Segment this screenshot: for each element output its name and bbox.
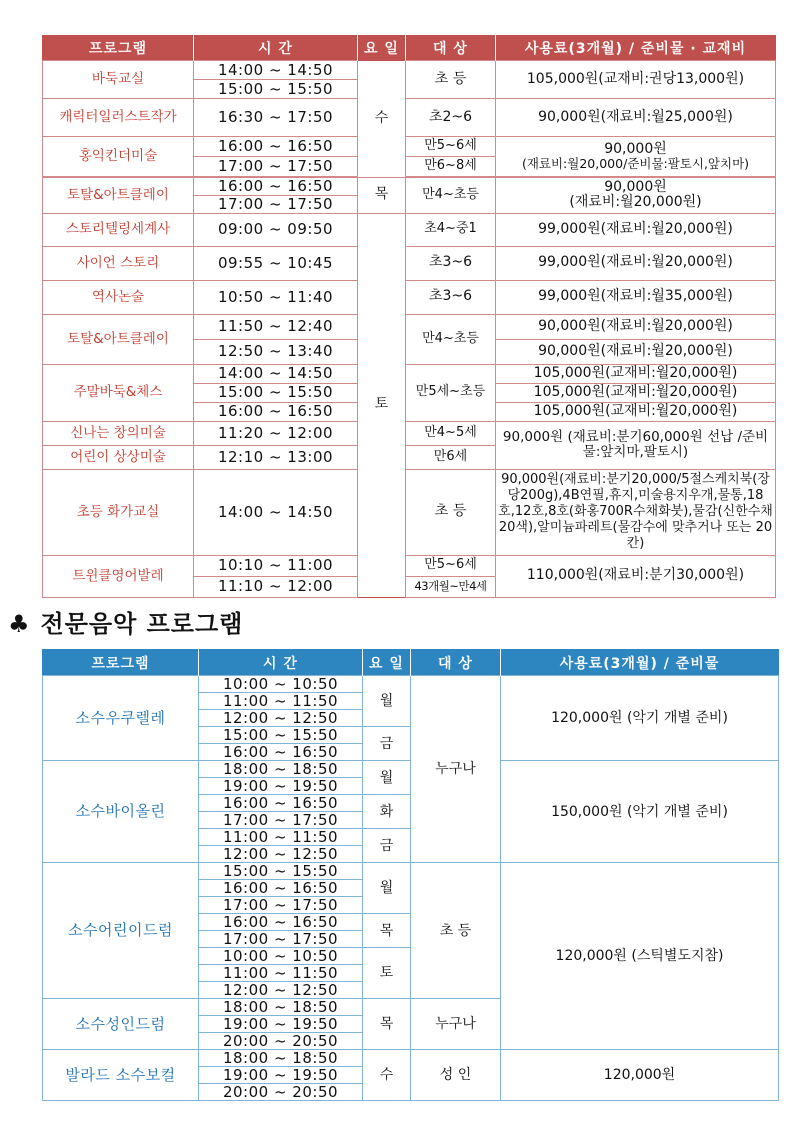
program-name: 바둑교실 (43, 61, 194, 99)
time-slot: 16:00 ~ 16:50 (199, 914, 363, 931)
fee-cell: 90,000원(재료비:월25,000원) (496, 99, 776, 137)
time-slot: 11:00 ~ 11:50 (199, 693, 363, 710)
table-row (43, 469, 776, 555)
header-time: 시 간 (199, 650, 363, 676)
time-slot: 12:10 ~ 13:00 (194, 445, 358, 469)
target-cell: 만4~초등 (406, 314, 496, 364)
program-name: 토탈&아트클레이 (43, 314, 194, 364)
day-cell: 금 (363, 727, 411, 761)
table-row (43, 1050, 779, 1067)
fee-cell: 120,000원 (501, 1050, 779, 1101)
day-cell: 월 (363, 761, 411, 795)
fee-cell: 110,000원(재료비:분기30,000원) (496, 555, 776, 597)
program-name: 소수우쿠렐레 (43, 676, 199, 761)
table-row (43, 364, 776, 383)
day-cell: 토 (358, 213, 406, 597)
fee-cell (496, 178, 776, 214)
time-slot: 20:00 ~ 20:50 (199, 1084, 363, 1101)
target-cell: 만4~5세 (406, 421, 496, 445)
target-cell: 만5세~초등 (406, 364, 496, 421)
header-target: 대 상 (411, 650, 501, 676)
table-header-row (43, 36, 776, 61)
program-name: 스토리텔링세계사 (43, 213, 194, 246)
time-slot: 11:10 ~ 12:00 (194, 576, 358, 597)
program-name: 트윈클영어발레 (43, 555, 194, 597)
program-name: 캐릭터일러스트작가 (43, 99, 194, 137)
table-header-row (43, 650, 779, 676)
section-title: 전문음악 프로그램 (40, 610, 244, 638)
table-row (43, 213, 776, 246)
target-cell: 초3~6 (406, 280, 496, 314)
day-cell: 수 (358, 61, 406, 178)
program-name: 소수성인드럼 (43, 999, 199, 1050)
program-name: 어린이 상상미술 (43, 445, 194, 469)
fee-cell: 105,000원(교재비:월20,000원) (496, 364, 776, 383)
time-slot: 19:00 ~ 19:50 (199, 1016, 363, 1033)
time-slot: 19:00 ~ 19:50 (199, 778, 363, 795)
fee-cell: 99,000원(재료비:월35,000원) (496, 280, 776, 314)
table-row (43, 314, 776, 339)
time-slot: 14:00 ~ 14:50 (194, 61, 358, 80)
time-slot: 12:00 ~ 12:50 (199, 982, 363, 999)
time-slot: 15:00 ~ 15:50 (194, 80, 358, 99)
time-slot: 10:10 ~ 11:00 (194, 555, 358, 576)
time-slot: 16:00 ~ 16:50 (194, 402, 358, 421)
target-cell: 성 인 (411, 1050, 501, 1101)
table-row (43, 246, 776, 280)
time-slot: 19:00 ~ 19:50 (199, 1067, 363, 1084)
day-cell: 금 (363, 829, 411, 863)
time-slot: 17:00 ~ 17:50 (199, 931, 363, 948)
day-cell: 월 (363, 863, 411, 914)
target-cell: 43개월~만4세 (406, 576, 496, 597)
day-cell: 월 (363, 676, 411, 727)
day-cell: 목 (363, 999, 411, 1050)
day-cell: 화 (363, 795, 411, 829)
time-slot: 16:00 ~ 16:50 (199, 744, 363, 761)
time-slot: 18:00 ~ 18:50 (199, 999, 363, 1016)
fee-cell: 90,000원 (재료비:분기60,000원 선납 /준비물:앞치마,팔토시) (496, 421, 776, 469)
program-name: 발라드 소수보컬 (43, 1050, 199, 1101)
table-row (43, 61, 776, 80)
time-slot: 17:00 ~ 17:50 (199, 812, 363, 829)
header-fee: 사용료(3개월) / 준비물 · 교재비 (496, 36, 776, 61)
target-cell: 초 등 (406, 469, 496, 555)
time-slot: 16:00 ~ 16:50 (199, 795, 363, 812)
fee-amount: 90,000원 (604, 178, 667, 195)
program-name: 사이언 스토리 (43, 246, 194, 280)
header-target: 대 상 (406, 36, 496, 61)
fee-cell: 120,000원 (스틱별도지참) (501, 863, 779, 1050)
fee-cell: 99,000원(재료비:월20,000원) (496, 246, 776, 280)
program-name: 소수바이올린 (43, 761, 199, 863)
target-cell: 누구나 (411, 676, 501, 863)
program-name: 주말바둑&체스 (43, 364, 194, 421)
fee-amount: 90,000원 (604, 140, 667, 157)
fee-cell: 105,000원(교재비:월20,000원) (496, 383, 776, 402)
day-cell: 수 (363, 1050, 411, 1101)
time-slot: 17:00 ~ 17:50 (194, 157, 358, 177)
target-cell: 누구나 (411, 999, 501, 1050)
table-row (43, 280, 776, 314)
fee-cell: 90,000원(재료비:분기20,000/5절스케치북(장당200g),4B연필,휴지,미술용지우개,물통,18호,12호,8호(화홍700R수채화붓),물감(신한수채20색),알미늄파레트(물감수에 맞추거나 또는 20칸) (496, 469, 776, 555)
time-slot: 12:00 ~ 12:50 (199, 846, 363, 863)
program-name: 신나는 창의미술 (43, 421, 194, 445)
time-slot: 20:00 ~ 20:50 (199, 1033, 363, 1050)
target-cell: 초2~6 (406, 99, 496, 137)
time-slot: 12:00 ~ 12:50 (199, 710, 363, 727)
target-cell: 만5~6세 (406, 555, 496, 576)
time-slot: 16:00 ~ 16:50 (194, 178, 358, 196)
time-slot: 15:00 ~ 15:50 (194, 383, 358, 402)
club-icon: ♣ (8, 610, 31, 638)
time-slot: 14:00 ~ 14:50 (194, 364, 358, 383)
time-slot: 18:00 ~ 18:50 (199, 1050, 363, 1067)
time-slot: 11:20 ~ 12:00 (194, 421, 358, 445)
table-row (43, 99, 776, 137)
day-cell: 토 (363, 948, 411, 999)
target-cell: 초 등 (411, 863, 501, 999)
time-slot: 11:00 ~ 11:50 (199, 965, 363, 982)
header-day: 요 일 (358, 36, 406, 61)
program-name: 소수어린이드럼 (43, 863, 199, 999)
time-slot: 14:00 ~ 14:50 (194, 469, 358, 555)
fee-cell: 120,000원 (악기 개별 준비) (501, 676, 779, 761)
time-slot: 10:00 ~ 10:50 (199, 676, 363, 693)
target-cell: 만6세 (406, 445, 496, 469)
time-slot: 18:00 ~ 18:50 (199, 761, 363, 778)
time-slot: 16:00 ~ 16:50 (194, 137, 358, 157)
section-heading (8, 604, 243, 639)
fee-note: (재료비:월20,000/준비물:팔토시,앞치마) (521, 156, 750, 172)
program-name: 역사논술 (43, 280, 194, 314)
fee-cell: 105,000원(교재비:월20,000원) (496, 402, 776, 421)
fee-cell: 90,000원(재료비:월20,000원) (496, 339, 776, 364)
time-slot: 15:00 ~ 15:50 (199, 727, 363, 744)
table-row (43, 178, 776, 196)
fee-cell: 105,000원(교재비:권당13,000원) (496, 61, 776, 99)
table-row (43, 676, 779, 693)
time-slot: 11:50 ~ 12:40 (194, 314, 358, 339)
music-program-table (42, 649, 779, 1101)
time-slot: 16:00 ~ 16:50 (199, 880, 363, 897)
fee-cell (496, 137, 776, 177)
target-cell: 초4~중1 (406, 213, 496, 246)
target-cell: 만5~6세 (406, 137, 496, 157)
target-cell: 초 등 (406, 61, 496, 99)
day-cell: 목 (358, 178, 406, 214)
program-name: 토탈&아트클레이 (43, 178, 194, 214)
target-cell: 만6~8세 (406, 157, 496, 177)
time-slot: 16:30 ~ 17:50 (194, 99, 358, 137)
table-row (43, 137, 776, 157)
fee-cell: 150,000원 (악기 개별 준비) (501, 761, 779, 863)
header-time: 시 간 (194, 36, 358, 61)
time-slot: 10:50 ~ 11:40 (194, 280, 358, 314)
time-slot: 12:50 ~ 13:40 (194, 339, 358, 364)
fee-cell: 99,000원(재료비:월20,000원) (496, 213, 776, 246)
header-day: 요 일 (363, 650, 411, 676)
header-program: 프로그램 (43, 36, 194, 61)
day-cell: 목 (363, 914, 411, 948)
fee-note: (재료비:월20,000원) (569, 194, 702, 211)
table-row (43, 863, 779, 880)
time-slot: 10:00 ~ 10:50 (199, 948, 363, 965)
class-schedule-table (42, 35, 776, 598)
time-slot: 09:00 ~ 09:50 (194, 213, 358, 246)
time-slot: 17:00 ~ 17:50 (199, 897, 363, 914)
time-slot: 11:00 ~ 11:50 (199, 829, 363, 846)
header-program: 프로그램 (43, 650, 199, 676)
time-slot: 15:00 ~ 15:50 (199, 863, 363, 880)
header-fee: 사용료(3개월) / 준비물 (501, 650, 779, 676)
table-row (43, 555, 776, 576)
program-name: 홍익킨더미술 (43, 137, 194, 177)
time-slot: 09:55 ~ 10:45 (194, 246, 358, 280)
time-slot: 17:00 ~ 17:50 (194, 195, 358, 213)
target-cell: 초3~6 (406, 246, 496, 280)
table-row (43, 421, 776, 445)
fee-cell: 90,000원(재료비:월20,000원) (496, 314, 776, 339)
target-cell: 만4~초등 (406, 178, 496, 214)
program-name: 초등 화가교실 (43, 469, 194, 555)
